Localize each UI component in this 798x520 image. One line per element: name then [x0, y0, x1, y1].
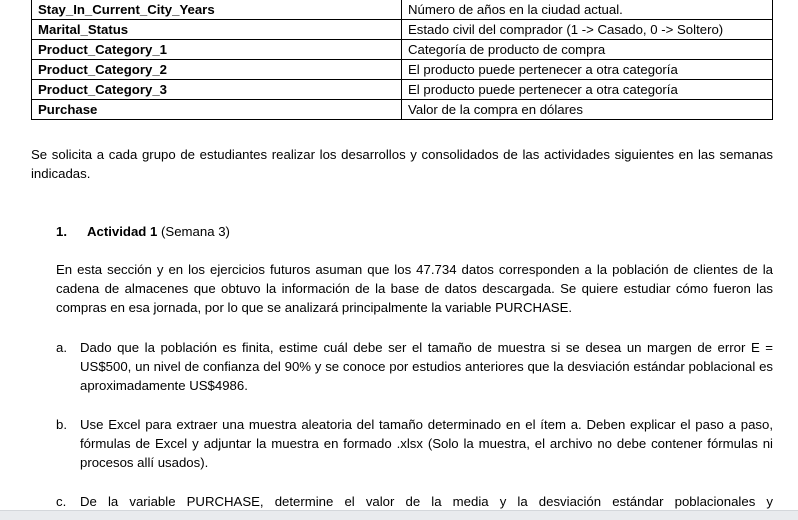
list-item: [56, 415, 773, 472]
table-row: [32, 0, 773, 20]
variable-name-cell: Product_Category_2: [32, 60, 402, 80]
list-marker: c.: [56, 494, 67, 509]
intro-paragraph: Se solicita a cada grupo de estudiantes realizar los desarrollos y consolidados de las actividades siguientes en las semanas indicadas.: [31, 147, 773, 181]
variable-name-cell: Purchase: [32, 100, 402, 120]
variable-name-cell: Product_Category_3: [32, 80, 402, 100]
variable-description-cell: Categoría de producto de compra: [402, 40, 773, 60]
list-item-text: Dado que la población es finita, estime cuál debe ser el tamaño de muestra si se desea un margen de error E = US$500, un nivel de confianza del 90% y se conoce por estudios anteriores que la desviación estándar poblacional es aproximadamente US$4986.: [80, 340, 773, 393]
variable-name-cell: Product_Category_1: [32, 40, 402, 60]
variable-name-cell: Stay_In_Current_City_Years: [32, 0, 402, 20]
variable-description-cell: Valor de la compra en dólares: [402, 100, 773, 120]
list-item: [56, 492, 773, 511]
variable-description-cell: El producto puede pertenecer a otra categoría: [402, 60, 773, 80]
list-item-text: De la variable PURCHASE, determine el valor de la media y la desviación estándar poblacionales y: [80, 494, 773, 509]
list-item-text: Use Excel para extraer una muestra aleatoria del tamaño determinado en el ítem a. Deben explicar el paso a paso, fórmulas de Excel y adjuntar la muestra en formado .xlsx (Solo la muestra, el archivo no debe contener fórmulas ni procesos allí usados).: [80, 417, 773, 470]
variable-description-cell: Número de años en la ciudad actual.: [402, 0, 773, 20]
list-marker: a.: [56, 340, 67, 355]
variable-description-cell: El producto puede pertenecer a otra categoría: [402, 80, 773, 100]
table-row: [32, 100, 773, 120]
table-row: [32, 40, 773, 60]
variable-name-cell: Marital_Status: [32, 20, 402, 40]
activity-title: Actividad 1: [87, 224, 158, 239]
activity-week: (Semana 3): [161, 224, 230, 239]
list-marker: b.: [56, 417, 67, 432]
activity-number: 1.: [56, 224, 67, 239]
list-item: [56, 338, 773, 395]
variable-description-cell: Estado civil del comprador (1 -> Casado, 0 -> Soltero): [402, 20, 773, 40]
table-row: [32, 60, 773, 80]
table-row: [32, 80, 773, 100]
table-row: [32, 20, 773, 40]
variables-table: [31, 0, 773, 120]
activity-description: En esta sección y en los ejercicios futuros asuman que los 47.734 datos corresponden a la población de clientes de la cadena de almacenes que obtuvo la información de la base de datos descargada. Se quiere estudiar cómo fueron las compras en esa jornada, por lo que se analizará principalmente la variable PURCHASE.: [56, 262, 773, 315]
activity-heading: [56, 222, 756, 241]
